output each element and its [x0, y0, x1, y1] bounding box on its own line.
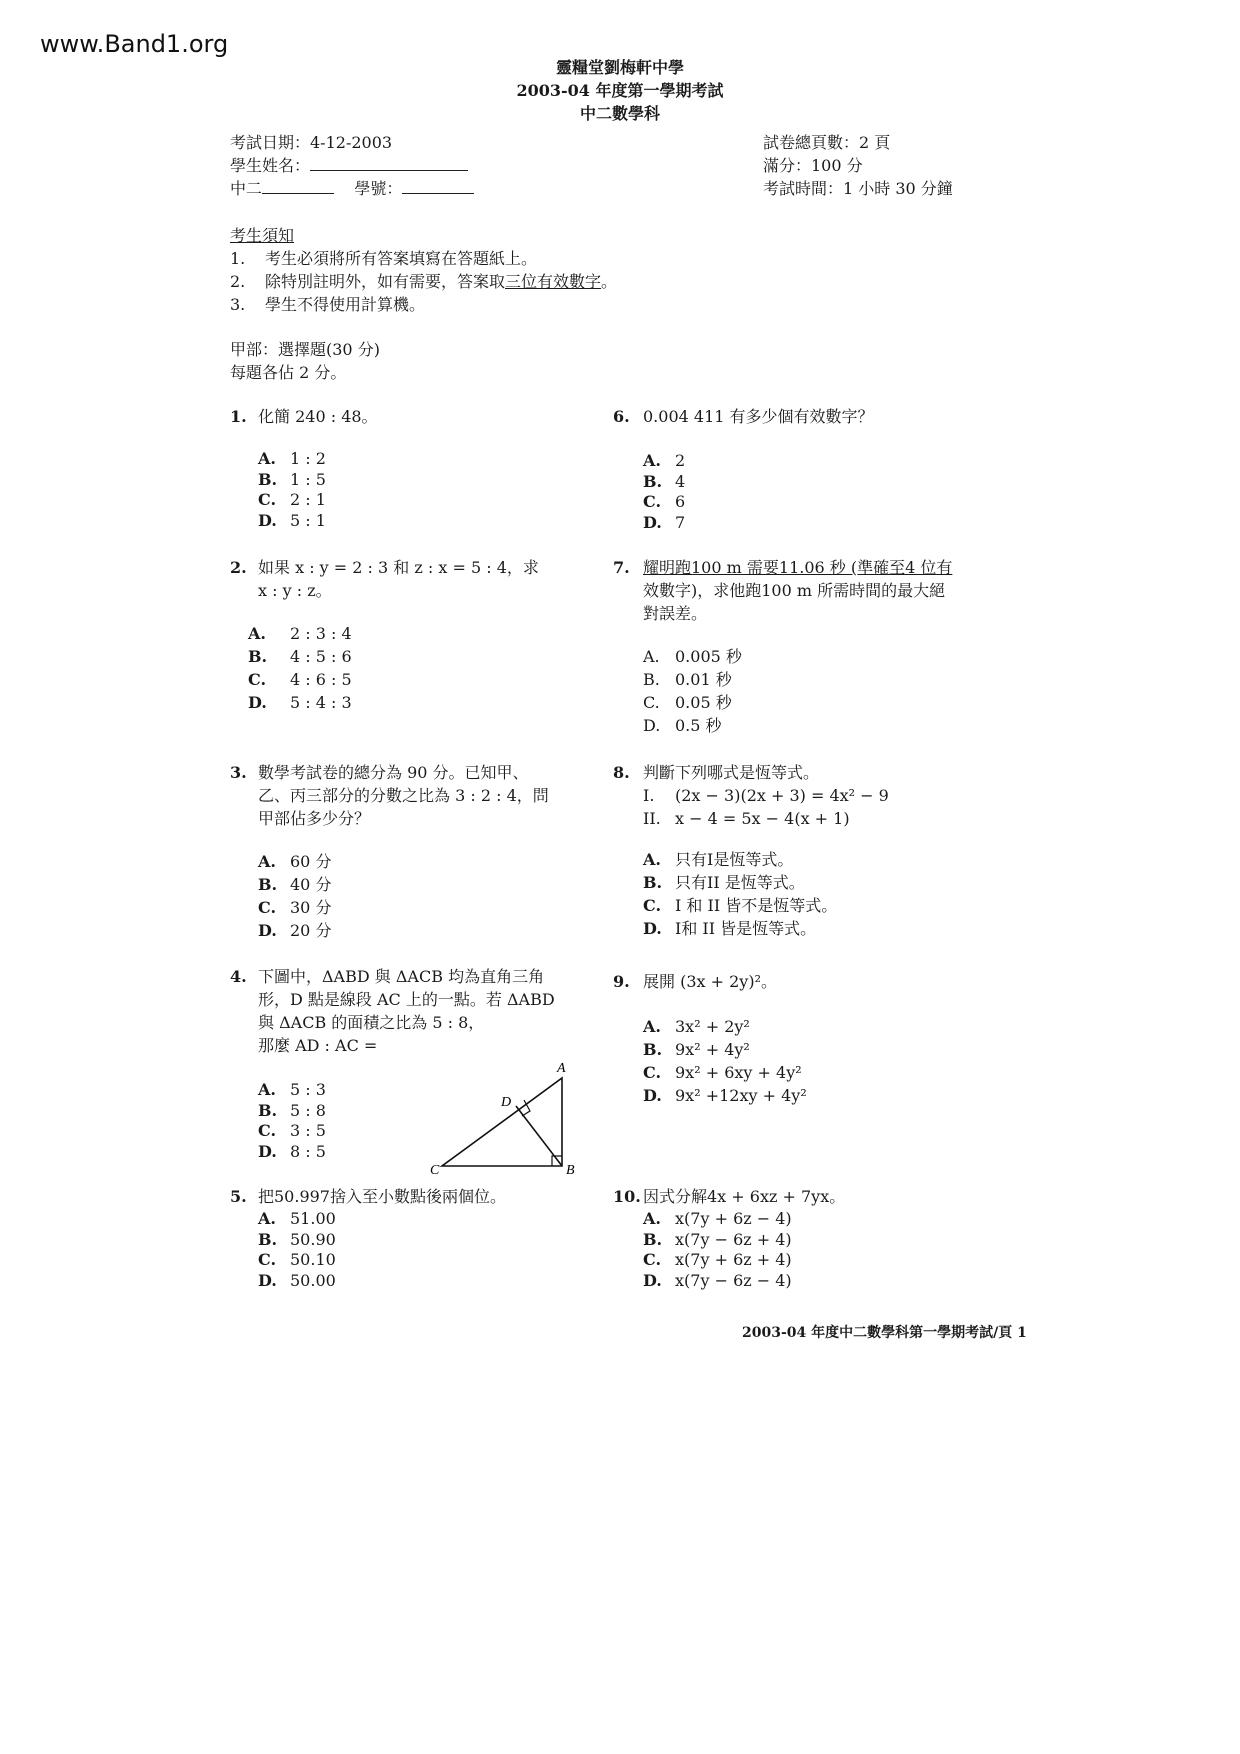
- label-b: B: [566, 1163, 575, 1178]
- option-a: A. 2: [643, 451, 686, 470]
- option-b: B. 50.90: [258, 1229, 336, 1249]
- triangle-figure: [430, 1056, 590, 1178]
- option-d: D. 0.5 秒: [643, 716, 722, 735]
- triangle-acb: [442, 1078, 562, 1166]
- option-b: B. 只有II 是恆等式。: [643, 873, 805, 892]
- option-a: A. x(7y + 6z − 4): [643, 1209, 792, 1228]
- option-a: A. 51.00: [258, 1209, 336, 1228]
- option-b: B. 5 : 8: [258, 1100, 326, 1120]
- class-blank: [262, 179, 334, 194]
- question-8: 8. 判斷下列哪式是恆等式。 I. (2x − 3)(2x + 3) = 4x² − 9 II. x − 4 = 5x − 4(x + 1): [613, 761, 1013, 830]
- option-a: A. 2 : 3 : 4: [248, 624, 352, 643]
- option-b: B. 0.01 秒: [643, 670, 732, 689]
- watermark: www.Band1.org: [40, 30, 229, 58]
- option-c: C. 3 : 5: [258, 1121, 326, 1140]
- option-c: C. 2 : 1: [258, 490, 326, 509]
- option-b: B. 4: [643, 471, 686, 491]
- question-1-options: [258, 449, 326, 531]
- question-8-options: [643, 848, 837, 940]
- question-6-options: [643, 451, 685, 533]
- page-footer: 2003-04 年度中二數學科第一學期考試/頁 1: [742, 1325, 1027, 1341]
- meta-left: [230, 131, 474, 200]
- exam-time: 考試時間：1 小時 30 分鐘: [763, 179, 953, 198]
- option-c: C. 9x² + 6xy + 4y²: [643, 1063, 802, 1082]
- option-a: A. 1 : 2: [258, 449, 326, 468]
- option-c: C. 0.05 秒: [643, 693, 732, 712]
- option-d: D. I和 II 皆是恆等式。: [643, 919, 817, 938]
- option-a: A. 0.005 秒: [643, 647, 742, 666]
- option-d: D. 5 : 4 : 3: [248, 693, 352, 712]
- section-title: 甲部：選擇題(30 分): [230, 340, 380, 359]
- question-2-options: [248, 622, 352, 714]
- question-7-options: [643, 645, 742, 737]
- label-c: C: [430, 1163, 440, 1178]
- option-c: C. 6: [643, 492, 686, 511]
- option-a: A. 3x² + 2y²: [643, 1017, 750, 1036]
- full-marks: 滿分：100 分: [763, 156, 863, 175]
- question-1: 1. 化簡 240 : 48。: [230, 407, 378, 426]
- question-9-options: [643, 1015, 807, 1107]
- question-3: 3. 數學考試卷的總分為 90 分。已知甲、 乙、丙三部分的分數之比為 3 : 2 : 4，問 甲部佔多少分？: [230, 763, 549, 828]
- subject-title: 中二數學科: [579, 104, 660, 123]
- option-a: A. 60 分: [258, 852, 332, 871]
- question-9: 9. 展開 (3x + 2y)²。: [613, 972, 777, 991]
- name-blank: [310, 156, 468, 171]
- option-b: B. 4 : 5 : 6: [248, 647, 352, 666]
- option-b: B. 40 分: [258, 875, 332, 894]
- question-2: 2. 如果 x : y = 2 : 3 和 z : x = 5 : 4，求 x : y : z。: [230, 558, 539, 600]
- option-b: B. 1 : 5: [258, 469, 326, 489]
- option-d: D. 9x² +12xy + 4y²: [643, 1086, 807, 1105]
- option-d: D. 20 分: [258, 921, 332, 940]
- option-c: C. I 和 II 皆不是恆等式。: [643, 896, 838, 915]
- instruction-item: 3. 學生不得使用計算機。: [230, 295, 426, 314]
- option-c: C. 50.10: [258, 1250, 336, 1269]
- section-heading: [230, 338, 380, 384]
- question-7: 7. 耀明跑100 m 需要11.06 秒 (準確至4 位有 效數字)，求他跑100 m 所需時間的最大絕 對誤差。: [613, 558, 953, 623]
- option-c: C. 30 分: [258, 898, 332, 917]
- meta-right: [763, 131, 953, 200]
- option-a: A. 5 : 3: [258, 1080, 326, 1099]
- option-c: C. 4 : 6 : 5: [248, 670, 352, 689]
- option-d: D. 5 : 1: [258, 510, 326, 530]
- exam-date: 考試日期：4-12-2003: [230, 133, 393, 152]
- question-4: 4. 下圖中，ΔABD 與 ΔACB 均為直角三角 形，D 點是線段 AC 上的一點。若 ΔABD 與 ΔACB 的面積之比為 5 : 8， 那麼 AD : AC =: [230, 967, 555, 1055]
- option-d: D. 7: [643, 512, 686, 532]
- label-d: D: [501, 1095, 512, 1110]
- question-10-options: [643, 1209, 792, 1291]
- student-name-field: 學生姓名：: [230, 154, 474, 177]
- school-name: 靈糧堂劉梅軒中學: [555, 58, 684, 77]
- option-a: A. 只有I是恆等式。: [643, 850, 794, 869]
- option-d: D. x(7y − 6z − 4): [643, 1270, 792, 1290]
- label-a: A: [557, 1061, 566, 1076]
- option-c: C. x(7y + 6z + 4): [643, 1250, 792, 1269]
- question-3-options: [258, 850, 331, 942]
- number-blank: [402, 179, 474, 194]
- instruction-item: 2. 除特別註明外，如有需要，答案取三位有效數字。: [230, 272, 618, 291]
- question-10: 10. 因式分解4x + 6xz + 7yx。: [613, 1187, 846, 1206]
- total-pages: 試卷總頁數：2 頁: [763, 133, 891, 152]
- option-b: B. x(7y − 6z + 4): [643, 1229, 792, 1249]
- identity-2: II. x − 4 = 5x − 4(x + 1): [643, 809, 850, 828]
- question-5-options: [258, 1209, 336, 1291]
- question-4-options: [258, 1080, 326, 1162]
- option-b: B. 9x² + 4y²: [643, 1040, 750, 1059]
- section-note: 每題各佔 2 分。: [230, 363, 347, 382]
- identity-1: I. (2x − 3)(2x + 3) = 4x² − 9: [643, 786, 889, 805]
- instructions-title: 考生須知: [230, 226, 295, 245]
- option-d: D. 8 : 5: [258, 1141, 326, 1161]
- exam-header: [0, 56, 1240, 125]
- question-5: 5. 把50.997捨入至小數點後兩個位。: [230, 1187, 506, 1206]
- instructions: [230, 224, 617, 316]
- class-number-field: 中二 學號：: [230, 177, 474, 200]
- question-6: 6. 0.004 411 有多少個有效數字？: [613, 407, 874, 426]
- instruction-item: 1. 考生必須將所有答案填寫在答題紙上。: [230, 249, 538, 268]
- exam-title: 2003-04 年度第一學期考試: [516, 81, 724, 100]
- option-d: D. 50.00: [258, 1270, 336, 1290]
